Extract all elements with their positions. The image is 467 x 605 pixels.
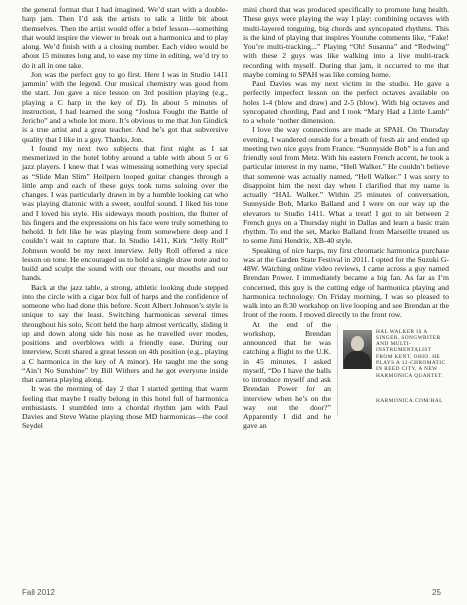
- paragraph: It was the morning of day 2 that I started getting that warm feeling that maybe I really belong in this hotel full of harmonica enthusiasts. I stumbled into a chordal rhythm jam with Paul Davies and Steve Watne playing those MD harmonicas—the cool Seydel: [22, 384, 228, 431]
- paragraph: I love the way connections are made at SPAH. On Thursday evening, I wandered outside for a breath of fresh air and ended up meeting two nice guys from France. “Sunnyside Bob” is a fun and friendly soul from Metz. With his eastern French accent, he took a particular interest in my name, “Hell Walker.” He couldn’t believe that someone was actually named, “Hell Walker.” I was sorry to disappoint him the next day when I clarified that my name is actually “HAL Walker.” Within 25 minutes of conversation, Sunnyside Bob, Marko Balland and I were on our way up the elevators to Studio 1411. What a treat! I got to sit between 2 French guys on a Thursday night in Dallas and learn a basic train rhythm. To end the set, Marko Balland from Marseille treated us to some Jimi Hendrix, XB-40 style.: [243, 125, 449, 246]
- paragraph: I found my next two subjects that first night as I sat mesmerized in the hotel lobby around a table with about 5 or 6 jazz players. I knew that I was witnessing something very special as “Slide Man Slim” Heilpern looped guitar changes through a little amp and each of these guys took turns soloing over the changes. I was particularly drawn in by a humble looking cat who was playing diatonic with a sweet, soulful sound. I liked his tone and I loved his style. His sideways mouth position, the flutter of his fingers and the expressions on his face were truly something to behold. It felt like he was playing from somewhere deep and I couldn’t wait to capture that. In Studio 1411, Kirk “Jelly Roll” Johnson would be my next interview. Jelly Roll offered a nice lesson on tone. He encouraged us to hold a single draw note and to build and sculpt the sound with our throats, our mouths and our hands.: [22, 143, 228, 283]
- left-text-column: [22, 5, 228, 431]
- author-bio-box: [337, 324, 449, 416]
- author-photo-shoulders: [344, 351, 371, 369]
- paragraph: Jon was the perfect guy to go first. Here I was in Studio 1411 jammin’ with the legend. Our musical chemistry was good from the start. Jon gave a nice lesson on 3rd position playing (e.g., playing a C harp in the key of D). In about 5 minutes of instruction, I had learned the song “Joshua Fought the Battle of Jericho” and a whole lot more. It’s obvious to me that Jon Gindick is a true artist and a great teacher. And he’s got that subversive quality that I like in a guy. Thanks, Jon.: [22, 69, 228, 144]
- paragraph: the general format that I had imagined. We’d start with a double-harp jam. Then I’d ask the artists to talk a little bit about themselves. Then the artist would offer a brief lesson—something that would inspire the viewer to break out a harmonica and to play along. We’d finish with a a closing number. Each video would be about 15 minutes long and, to ease my time in editing, we’d try to do it all in one take.: [22, 5, 228, 70]
- paragraph: Paul Davies was my next victim in the studio. He gave a perfectly imperfect lesson on the perfect octaves available on holes 1-4 (blow and draw) and 2-5 (blow). With big octaves and syncopated chording, Paul and I took “Mary Had a Little Lamb” to a whole ‘nother dimension.: [243, 79, 449, 125]
- page-number: 25: [432, 588, 441, 597]
- author-photo-head: [351, 336, 364, 351]
- paragraph: Speaking of nice harps, my first chromatic harmonica purchase was at the Garden State Festival in 2011. I opted for the Suzuki G-48W. Watching online video reviews, I came across a guy named Brendan Power. I immediately became a big fan. As far as I’m concerned, this guy is the cutting edge of harmonica playing and harmonica technology. On Friday morning, I was so pleased to walk into an 8:30 workshop on live looping and see Brendan at the front of the room. I moved directly to the front row.: [243, 245, 449, 320]
- paragraph: At the end of the workshop, Brendan announced that he was catching a flight to the U.K. in 45 minutes. I asked myself, “Do I have the balls to introduce myself and ask Brendan Power for an interview when he’s on the way out the door?” Apparently I did and he gave an: [243, 319, 331, 431]
- paragraph: mini chord that was produced specifically to promote lung health. These guys were playing the way I play: combining octaves with multi-layered tonguing, big chords and syncopated rhythms. This is the kind of playing that inspires Youtube comments like, “Fake! You’re multi-tracking...” Playing “Oh! Susanna” and “Redwing” with these 2 guys was like walking into a live multi-track recording with myself. During that jam, it occurred to me that maybe coming to SPAH was like coming home.: [243, 5, 449, 79]
- paragraph: Back at the jazz table, a strong, athletic looking dude stepped into the circle with a cigar box full of harps and the confidence of someone who had done this before. Scott Albert Johnson’s style is unique to say the least. Switching harmonicas several times throughout his solo, Scott held the harp almost vertically, sliding it up and down along side his nose as he travelled over modes, positions and overblows with a friendly ease. During our interview, Scott shared a great lesson on 4th position (e.g., playing a C harmonica in the key of A minor). He taught me the song “Ain’t No Sunshine” by Bill Withers and he got everyone inside that camera playing along.: [22, 282, 228, 384]
- author-photo: [343, 330, 372, 369]
- author-website-link[interactable]: HARMONICA.COM/HAL: [376, 397, 443, 404]
- author-bio-text: HAL WALKER IS A SINGER, SONGWRITER AND MULTI-INSTRUMENTALIST FROM KENT, OHIO. HE PLAYS A 12-CHROMATIC IN REED CITY, A NEW HARMONICA QUARTET.: [376, 328, 446, 379]
- right-text-column: [243, 5, 449, 431]
- issue-label: Fall 2012: [22, 588, 55, 597]
